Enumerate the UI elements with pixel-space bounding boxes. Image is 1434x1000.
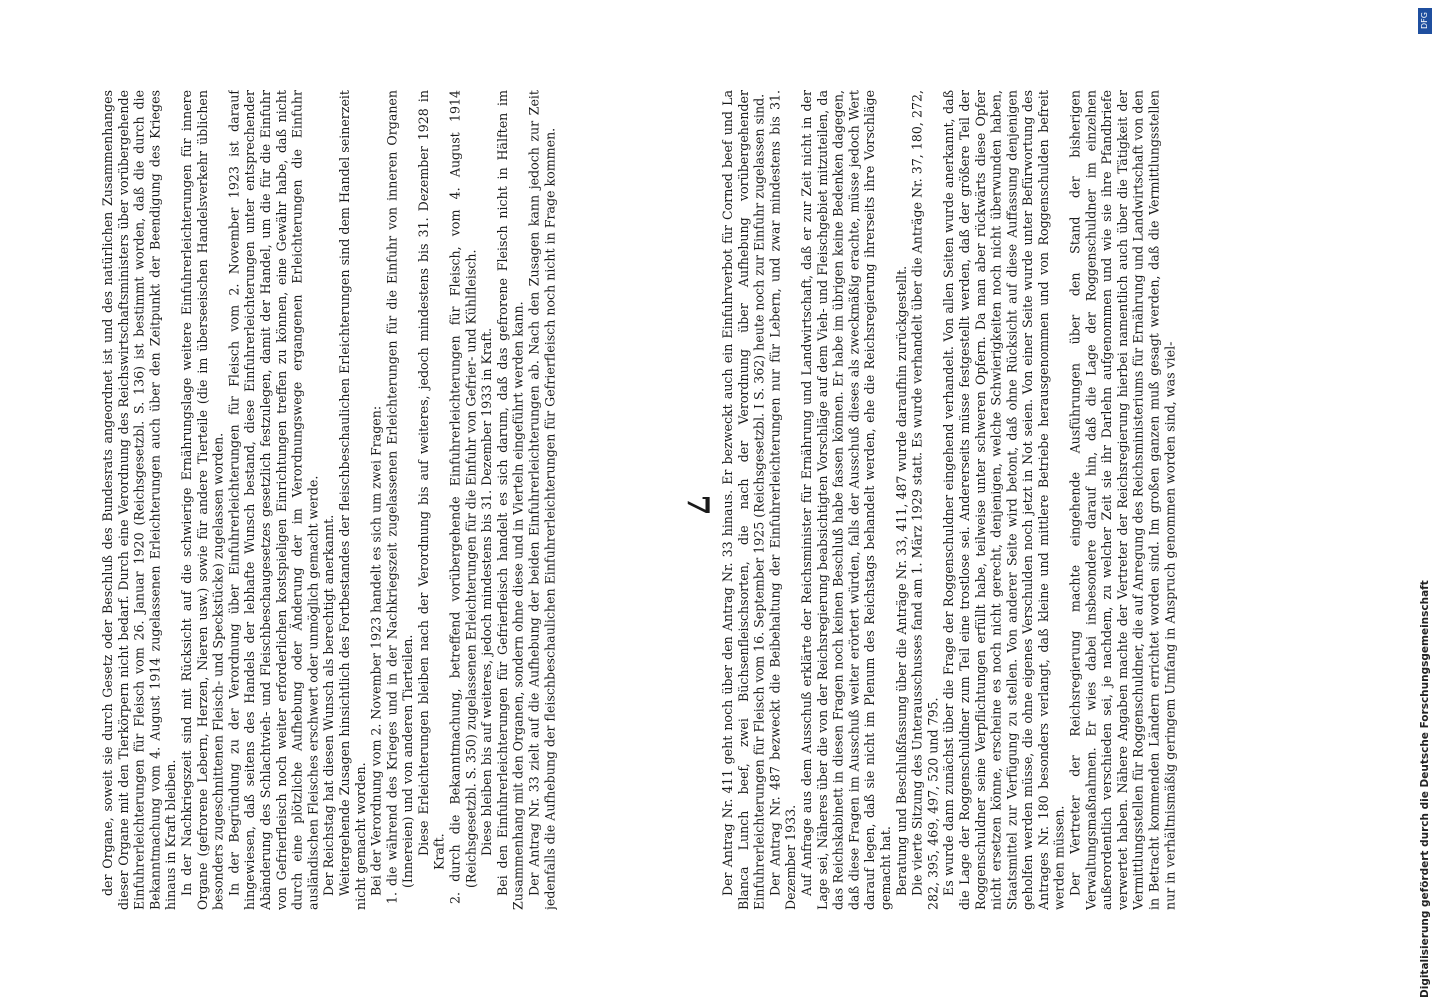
paragraph: Weitergehende Zusagen hinsichtlich des Fortbestandes der fleischbeschaulichen Erleichterungen sind dem Handel seinerzeit nicht gemacht worden.	[336, 90, 368, 910]
paragraph: Bei den Einfuhrerleichterungen für Gefrierfleisch handelt es sich darum, daß das gefrorene Fleisch nicht in Hälften im Zusammenhang mit den Organen, sondern ohne diese und in Vierteln eingeführt werden kann.	[494, 90, 526, 910]
paragraph: Der Antrag Nr. 411 geht noch über den Antrag Nr. 33 hinaus. Er bezweckt auch ein Einfuhrverbot für Corned beef und La Blanca Lunch beef, zwei Büchsenfleischsorten, die nach der Verordnung über Aufhebung vorübergehender Einfuhrerleichterungen für Fleisch vom 16. September 1925 (Reichsgesetzbl. I S. 362) heute noch zur Einfuhr zugelassen sind.	[720, 90, 767, 910]
paragraph: Diese Erleichterungen bleiben nach der Verordnung bis auf weiteres, jedoch mindestens bis 31. Dezember 1928 in Kraft.	[415, 90, 447, 870]
paragraph: Die vierte Sitzung des Unterausschusses fand am 1. März 1929 statt. Es wurde verhandelt über die Anträge Nr. 37, 180, 272, 282, 395, 469, 497, 520 und 795.	[909, 90, 941, 910]
paragraph: Auf Anfrage aus dem Ausschuß erklärte der Reichsminister für Ernährung und Landwirtschaft, daß er zur Zeit nicht in der Lage sei, Näheres über die von der Reichsregierung beabsichtigten Vorschläge auf dem Vieh- und Fleischgebiet mitzuteilen, da das Reichskabinett in diesen Fragen noch keinen Beschluß habe fassen können. Er habe im übrigen keine Bedenken dagegen, daß diese Fragen im Ausschuß weiter erörtert würden, falls der Ausschuß dieses als zweckmäßig erachte, müsse jedoch Wert darauf legen, daß sie nicht im Plenum des Reichstags behandelt werden, ehe die Reichsregierung ihrerseits ihre Vorschläge gemacht hat.	[798, 90, 893, 910]
dfg-logo-badge: DFG	[1418, 8, 1432, 34]
paragraph: Diese bleiben bis auf weiteres, jedoch mindestens bis 31. Dezember 1933 in Kraft.	[479, 327, 495, 856]
paragraph: 1. die während des Krieges und in der Nachkriegszeit zugelassenen Erleichterungen für die Einfuhr von inneren Organen (Innereien) und von anderen Tierteilen.	[384, 90, 416, 904]
paragraph: 2. durch die Bekanntmachung, betreffend vorübergehende Einfuhrerleichterungen für Fleisch, vom 4. August 1914 (Reichsgesetzbl. S. 350) zugelassenen Erleichterungen für die Einfuhr von Gefrier- und Kühlfleisch.	[447, 90, 479, 904]
paragraph: Der Antrag Nr. 487 bezweckt die Beibehaltung der Einfuhrerleichterungen nur für Lebern, und zwar mindestens bis 31. Dezember 1933.	[767, 90, 799, 910]
paragraph: Beratung und Beschlußfassung über die Anträge Nr. 33, 411, 487 wurde daraufhin zurückgestellt.	[893, 265, 909, 896]
paragraph: Bei der Verordnung vom 2. November 1923 handelt es sich um zwei Fragen:	[368, 405, 384, 896]
paragraph: In der Nachkriegszeit sind mit Rücksicht auf die schwierige Ernährungslage weitere Einfuhrerleichterungen für innere Organe (gefrorene Lebern, Herzen, Nieren usw.) sowie für andere Tierteile (die im überseeischen Handelsverkehr üblichen besonders zugeschnittenen Fleisch- und Speckstücke) zugelassen worden.	[178, 90, 226, 910]
paragraph: Der Antrag Nr. 33 zielt auf die Aufhebung der beiden Einfuhrerleichterungen ab. Nach den Zusagen kann jedoch zur Zeit jedenfalls die Aufhebung der fleischbeschaulichen Einfuhrerleichterungen für Gefrierfleisch noch nicht in Frage kommen.	[526, 90, 558, 910]
paragraph: Es wurde dann zunächst über die Frage der Roggenschuldner eingehend verhandelt. Von allen Seiten wurde anerkannt, daß die Lage der Roggenschuldner zum Teil eine trostlose sei. Andererseits müsse festgestellt werden, daß der größere Teil der Roggenschuldner seine Verpflichtungen erfüllt habe, teilweise unter schweren Opfern. Da man aber rückwärts diese Opfer nicht ersetzen könne, erscheine es noch nicht gerecht, denjenigen, welche Schwierigkeiten noch nicht überwunden haben, Staatsmittel zur Verfügung zu stellen. Von anderer Seite wird betont, daß ohne Rücksicht auf diese Auffassung denjenigen geholfen werden müsse, die ohne eigenes Verschulden noch jetzt in Not seien. Von einer Seite wurde unter Befürwortung des Antrages Nr. 180 besonders verlangt, daß kleine und mittlere Betriebe herausgenommen und von Roggenschulden befreit werden müssen.	[941, 90, 1067, 910]
paragraph: der Organe, soweit sie durch Gesetz oder Beschluß des Bundesrats angeordnet ist und des natürlichen Zusammenhanges dieser Organe mit den Tierkörpern nicht bedarf. Durch eine Verordnung des Reichswirtschaftsministers über vorübergehende Einfuhrerleichterungen für Fleisch vom 26. Januar 1920 (Reichsgesetzbl. S. 136) ist bestimmt worden, daß die durch die Bekanntmachung vom 4. August 1914 zugelassenen Erleichterungen auch über den Zeitpunkt der Beendigung des Krieges hinaus in Kraft bleiben.	[100, 90, 179, 910]
text-column-right	[720, 90, 1280, 910]
text-column-left	[100, 90, 660, 910]
rotated-text-block	[100, 90, 1300, 910]
page-number: 7	[680, 494, 715, 516]
paragraph: Der Reichstag hat diesen Wunsch als berechtigt anerkannt.	[321, 514, 337, 896]
paragraph: In der Begründung zu der Verordnung über Einfuhrerleichterungen für Fleisch vom 2. November 1923 ist darauf hingewiesen, daß seitens des Handels der lebhafte Wunsch bestand, diese Einfuhrerleichterungen unter entsprechender Abänderung des Schlachtvieh- und Fleischbeschaugesetzes gesetzlich festzulegen, damit der Handel, um die für die Einfuhr von Gefrierfleisch noch weiter erforderlichen kostspieligen Einrichtungen treffen zu können, eine Gewähr habe, daß nicht durch eine plötzliche Aufhebung oder Änderung der im Verordnungswege ergangenen Erleichterungen die Einfuhr ausländischen Fleisches erschwert oder unmöglich gemacht werde.	[226, 90, 321, 910]
digitization-credit: Digitalisierung gefördert durch die Deutsche Forschungsgemeinschaft	[1419, 580, 1431, 998]
paragraph: Der Vertreter der Reichsregierung machte eingehende Ausführungen über den Stand der bisherigen Verwaltungsmaßnahmen. Er wies dabei insbesondere darauf hin, daß die Lage der Roggenschuldner im einzelnen außerordentlich verschieden sei, je nachdem, zu welcher Zeit sie ihr Darlehn aufgenommen und wie sie ihre Pfandbriefe verwertet haben. Nähere Angaben machte der Vertreter der Reichsregierung hierbei namentlich auch über die Tätigkeit der Vermittlungsstellen für Roggenschuldner, die auf Anregung des Reichsministeriums für Ernährung und Landwirtschaft von den in Betracht kommenden Ländern errichtet worden sind. Im großen ganzen muß gesagt werden, daß die Vermittlungsstellen nur in verhältnismäßig geringem Umfang in Anspruch genommen worden sind, was viel-	[1067, 90, 1178, 910]
